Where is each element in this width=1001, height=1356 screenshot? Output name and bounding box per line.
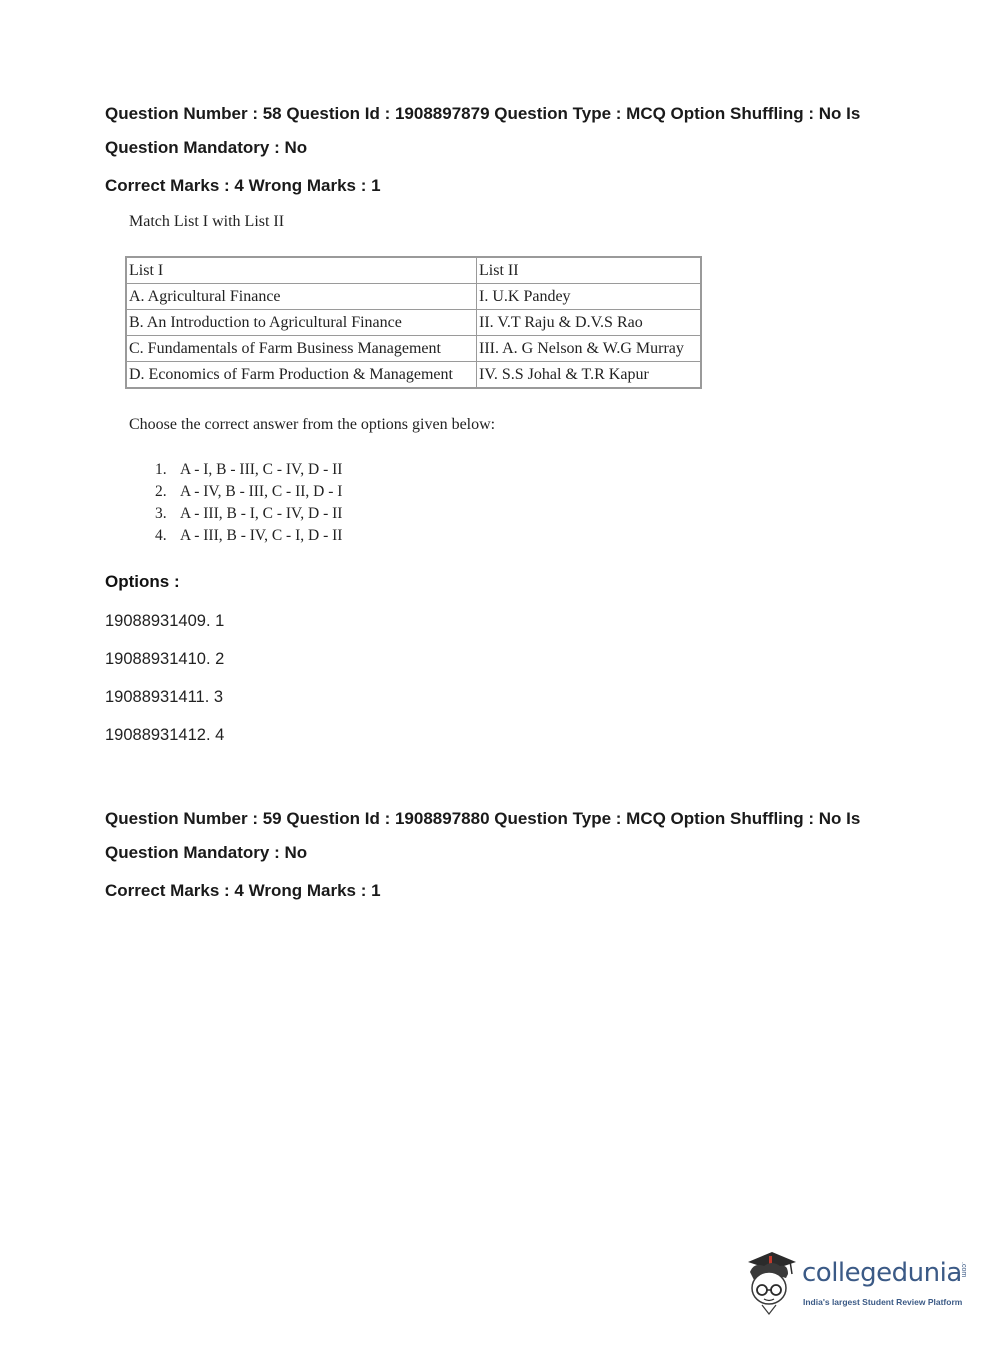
option-item: 19088931409. 1 (105, 612, 225, 630)
question-58-marks: Correct Marks : 4 Wrong Marks : 1 (105, 176, 381, 195)
choice-text: A - III, B - I, C - IV, D - II (180, 505, 343, 522)
logo-wordmark: collegedunia (802, 1258, 962, 1288)
question-58-header (105, 97, 925, 165)
table-header-list2: List II (477, 257, 702, 284)
match-table (125, 256, 702, 389)
table-row (126, 310, 701, 336)
question-header-line2: Question Mandatory : No (105, 138, 308, 157)
table-row (126, 284, 701, 310)
table-cell: IV. S.S Johal & T.R Kapur (477, 362, 702, 389)
option-item: 19088931412. 4 (105, 726, 225, 744)
table-row (126, 362, 701, 389)
table-cell: D. Economics of Farm Production & Management (126, 362, 477, 389)
question-header-line1: Question Number : 59 Question Id : 1908897880 Question Type : MCQ Option Shuffling : No Is (105, 809, 861, 828)
list-item (155, 503, 342, 525)
logo-domain-suffix: .com (960, 1262, 967, 1278)
choice-number: 2. (155, 483, 167, 500)
table-cell: B. An Introduction to Agricultural Finance (126, 310, 477, 336)
answer-choices (155, 459, 342, 547)
table-cell: III. A. G Nelson & W.G Murray (477, 336, 702, 362)
match-instruction: Match List I with List II (129, 213, 285, 230)
question-header-line2: Question Mandatory : No (105, 843, 308, 862)
choice-number: 4. (155, 527, 167, 544)
table-cell: C. Fundamentals of Farm Business Management (126, 336, 477, 362)
choice-number: 3. (155, 505, 167, 522)
table-cell: I. U.K Pandey (477, 284, 702, 310)
choice-text: A - IV, B - III, C - II, D - I (180, 483, 343, 500)
option-item: 19088931410. 2 (105, 650, 225, 668)
choice-text: A - I, B - III, C - IV, D - II (180, 461, 343, 478)
table-header-list1: List I (126, 257, 477, 284)
choice-number: 1. (155, 461, 167, 478)
logo-tagline: India's largest Student Review Platform (803, 1297, 963, 1307)
options-label: Options : (105, 572, 180, 591)
question-header-line1: Question Number : 58 Question Id : 1908897879 Question Type : MCQ Option Shuffling : No Is (105, 104, 861, 123)
table-row (126, 336, 701, 362)
student-mascot-icon (742, 1248, 802, 1316)
choose-instruction: Choose the correct answer from the options given below: (129, 416, 496, 433)
table-cell: A. Agricultural Finance (126, 284, 477, 310)
choice-text: A - III, B - IV, C - I, D - II (180, 527, 343, 544)
list-item (155, 525, 342, 547)
question-59-marks: Correct Marks : 4 Wrong Marks : 1 (105, 881, 381, 900)
question-59-header (105, 802, 925, 870)
list-item (155, 459, 342, 481)
table-cell: II. V.T Raju & D.V.S Rao (477, 310, 702, 336)
option-item: 19088931411. 3 (105, 688, 224, 706)
table-header-row (126, 257, 701, 284)
collegedunia-logo (742, 1248, 972, 1316)
list-item (155, 481, 342, 503)
